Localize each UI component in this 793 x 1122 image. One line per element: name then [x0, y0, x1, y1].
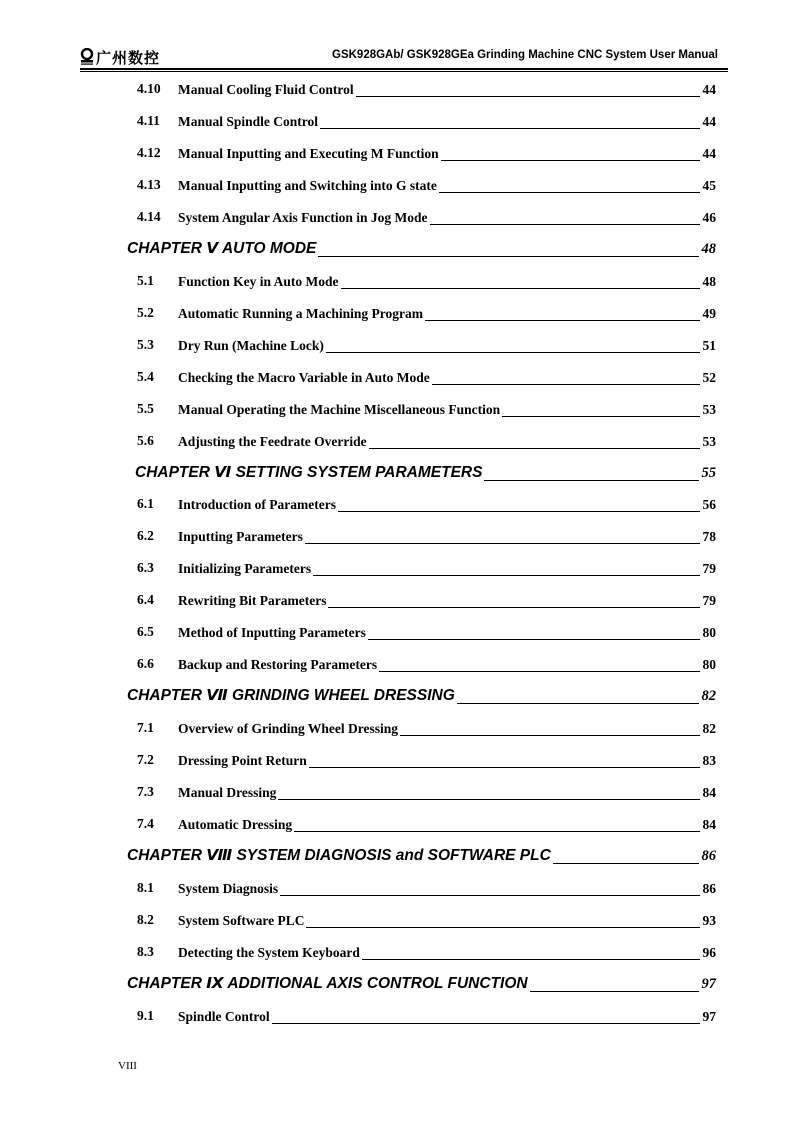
leader-line [309, 767, 700, 768]
chapter-title: CHAPTER Ⅷ SYSTEM DIAGNOSIS and SOFTWARE PLC [127, 847, 551, 864]
page-number: 96 [702, 945, 716, 960]
section-title: Manual Dressing [178, 785, 277, 800]
section-title: Initializing Parameters [178, 561, 312, 576]
page-number: 44 [702, 114, 716, 129]
toc-entry[interactable] [0, 79, 793, 101]
section-title: Inputting Parameters [178, 529, 303, 544]
toc-entry[interactable] [0, 750, 793, 772]
leader-line [341, 288, 700, 289]
section-title: Manual Inputting and Executing M Function [178, 146, 439, 161]
toc-entry[interactable] [0, 367, 793, 389]
toc-entry[interactable] [0, 207, 793, 229]
footer-page-number: VIII [118, 1060, 137, 1072]
section-title: Introduction of Parameters [178, 497, 336, 512]
section-number: 6.6 [137, 656, 154, 671]
manual-title: GSK928GAb/ GSK928GEa Grinding Machine CNC System User Manual [332, 49, 718, 61]
section-number: 5.1 [137, 273, 154, 288]
section-title: System Angular Axis Function in Jog Mode [178, 210, 428, 225]
section-number: 6.2 [137, 528, 154, 543]
chapter-title: CHAPTER Ⅶ GRINDING WHEEL DRESSING [127, 687, 455, 704]
toc-entry[interactable] [0, 942, 793, 964]
section-number: 7.3 [137, 784, 154, 799]
toc-entry[interactable] [0, 622, 793, 644]
leader-line [338, 511, 700, 512]
company-logo [80, 47, 160, 67]
toc-entry[interactable] [0, 654, 793, 676]
page-number: 86 [701, 848, 716, 864]
page-header [80, 45, 728, 69]
leader-line [379, 671, 699, 672]
leader-line [326, 352, 700, 353]
section-number: 6.1 [137, 496, 154, 511]
page-number: 79 [702, 593, 716, 608]
toc-entry[interactable] [0, 878, 793, 900]
toc-entry[interactable] [0, 718, 793, 740]
section-number: 9.1 [137, 1008, 154, 1023]
section-title: Overview of Grinding Wheel Dressing [178, 721, 398, 736]
leader-line [441, 160, 700, 161]
page-number: 82 [701, 688, 716, 704]
leader-line [457, 703, 699, 704]
leader-line [439, 192, 700, 193]
section-title: Detecting the System Keyboard [178, 945, 360, 960]
leader-line [278, 799, 699, 800]
toc-entry[interactable] [0, 303, 793, 325]
leader-line [425, 320, 699, 321]
logo-text: 广州数控 [96, 48, 161, 67]
page-number: 82 [702, 721, 716, 736]
section-number: 4.10 [137, 81, 161, 96]
section-title: Function Key in Auto Mode [178, 274, 339, 289]
toc-entry[interactable] [0, 494, 793, 516]
page-number: 80 [702, 657, 716, 672]
leader-line [430, 224, 700, 225]
section-number: 4.12 [137, 145, 161, 160]
section-number: 5.2 [137, 305, 154, 320]
page-number: 46 [702, 210, 716, 225]
section-number: 7.4 [137, 816, 154, 831]
leader-line [280, 895, 699, 896]
toc-entry[interactable] [0, 1006, 793, 1028]
section-title: Automatic Running a Machining Program [178, 306, 424, 321]
section-title: Manual Inputting and Switching into G state [178, 178, 437, 193]
page-number: 44 [702, 82, 716, 97]
leader-line [294, 831, 699, 832]
section-title: System Diagnosis [178, 881, 279, 896]
page-number: 84 [702, 817, 716, 832]
header-rule-thin [80, 71, 728, 72]
toc-entry[interactable] [0, 526, 793, 548]
page-number: 86 [702, 881, 716, 896]
page-number: 97 [701, 976, 716, 992]
leader-line [318, 256, 698, 257]
page-number: 84 [702, 785, 716, 800]
leader-line [320, 128, 699, 129]
page-number: 56 [702, 497, 716, 512]
leader-line [502, 416, 699, 417]
leader-line [272, 1023, 700, 1024]
page-number: 83 [702, 753, 716, 768]
toc-entry[interactable] [0, 814, 793, 836]
toc-entry[interactable] [0, 175, 793, 197]
section-number: 6.5 [137, 624, 154, 639]
leader-line [484, 480, 698, 481]
leader-line [313, 575, 699, 576]
leader-line [530, 991, 699, 992]
section-title: Spindle Control [178, 1009, 270, 1024]
leader-line [305, 543, 700, 544]
leader-line [356, 96, 700, 97]
toc-entry[interactable] [0, 143, 793, 165]
page-number: 79 [702, 561, 716, 576]
section-title: Method of Inputting Parameters [178, 625, 366, 640]
gsk-logo-icon [80, 48, 94, 66]
leader-line [553, 863, 699, 864]
leader-line [328, 607, 699, 608]
page-number: 48 [702, 274, 716, 289]
page-number: 55 [701, 465, 716, 481]
section-title: Dry Run (Machine Lock) [178, 338, 324, 353]
page-number: 45 [702, 178, 716, 193]
toc-chapter-entry[interactable] [0, 845, 793, 867]
section-title: Manual Spindle Control [178, 114, 319, 129]
page-number: 52 [702, 370, 716, 385]
page-number: 53 [702, 402, 716, 417]
toc-entry[interactable] [0, 558, 793, 580]
header-rule-thick [80, 68, 728, 70]
page-number: 53 [702, 434, 716, 449]
page-number: 78 [702, 529, 716, 544]
section-number: 6.3 [137, 560, 154, 575]
section-number: 5.5 [137, 401, 154, 416]
leader-line [368, 639, 700, 640]
section-title: Adjusting the Feedrate Override [178, 434, 367, 449]
toc-entry[interactable] [0, 271, 793, 293]
chapter-title: CHAPTER Ⅵ SETTING SYSTEM PARAMETERS [135, 464, 483, 481]
section-number: 6.4 [137, 592, 154, 607]
section-title: Rewriting Bit Parameters [178, 593, 327, 608]
leader-line [362, 959, 700, 960]
toc-entry[interactable] [0, 399, 793, 421]
section-number: 4.11 [137, 113, 160, 128]
page-number: 93 [702, 913, 716, 928]
page-number: 80 [702, 625, 716, 640]
section-number: 8.3 [137, 944, 154, 959]
toc-entry[interactable] [0, 590, 793, 612]
toc-chapter-entry[interactable] [0, 685, 793, 707]
toc-chapter-entry[interactable] [0, 238, 793, 260]
leader-line [306, 927, 699, 928]
toc-chapter-entry[interactable] [0, 462, 793, 484]
section-title: Checking the Macro Variable in Auto Mode [178, 370, 430, 385]
page-number: 97 [702, 1009, 716, 1024]
page-number: 49 [702, 306, 716, 321]
page-number: 51 [702, 338, 716, 353]
toc-chapter-entry[interactable] [0, 973, 793, 995]
section-number: 4.14 [137, 209, 161, 224]
section-number: 5.6 [137, 433, 154, 448]
section-title: Automatic Dressing [178, 817, 293, 832]
toc-entry[interactable] [0, 910, 793, 932]
chapter-title: CHAPTER Ⅸ ADDITIONAL AXIS CONTROL FUNCTION [127, 975, 528, 992]
section-number: 5.3 [137, 337, 154, 352]
section-number: 7.2 [137, 752, 154, 767]
section-title: Manual Operating the Machine Miscellaneous Function [178, 402, 501, 417]
page-number: 48 [701, 241, 716, 257]
section-title: Dressing Point Return [178, 753, 307, 768]
toc-entry[interactable] [0, 782, 793, 804]
toc-entry[interactable] [0, 111, 793, 133]
chapter-title: CHAPTER Ⅴ AUTO MODE [127, 240, 317, 257]
section-title: Backup and Restoring Parameters [178, 657, 378, 672]
page-number: 44 [702, 146, 716, 161]
toc-entry[interactable] [0, 335, 793, 357]
leader-line [369, 448, 700, 449]
section-number: 4.13 [137, 177, 161, 192]
section-number: 8.1 [137, 880, 154, 895]
leader-line [400, 735, 700, 736]
section-number: 8.2 [137, 912, 154, 927]
section-number: 7.1 [137, 720, 154, 735]
toc-entry[interactable] [0, 431, 793, 453]
leader-line [432, 384, 700, 385]
section-title: System Software PLC [178, 913, 305, 928]
section-title: Manual Cooling Fluid Control [178, 82, 354, 97]
section-number: 5.4 [137, 369, 154, 384]
